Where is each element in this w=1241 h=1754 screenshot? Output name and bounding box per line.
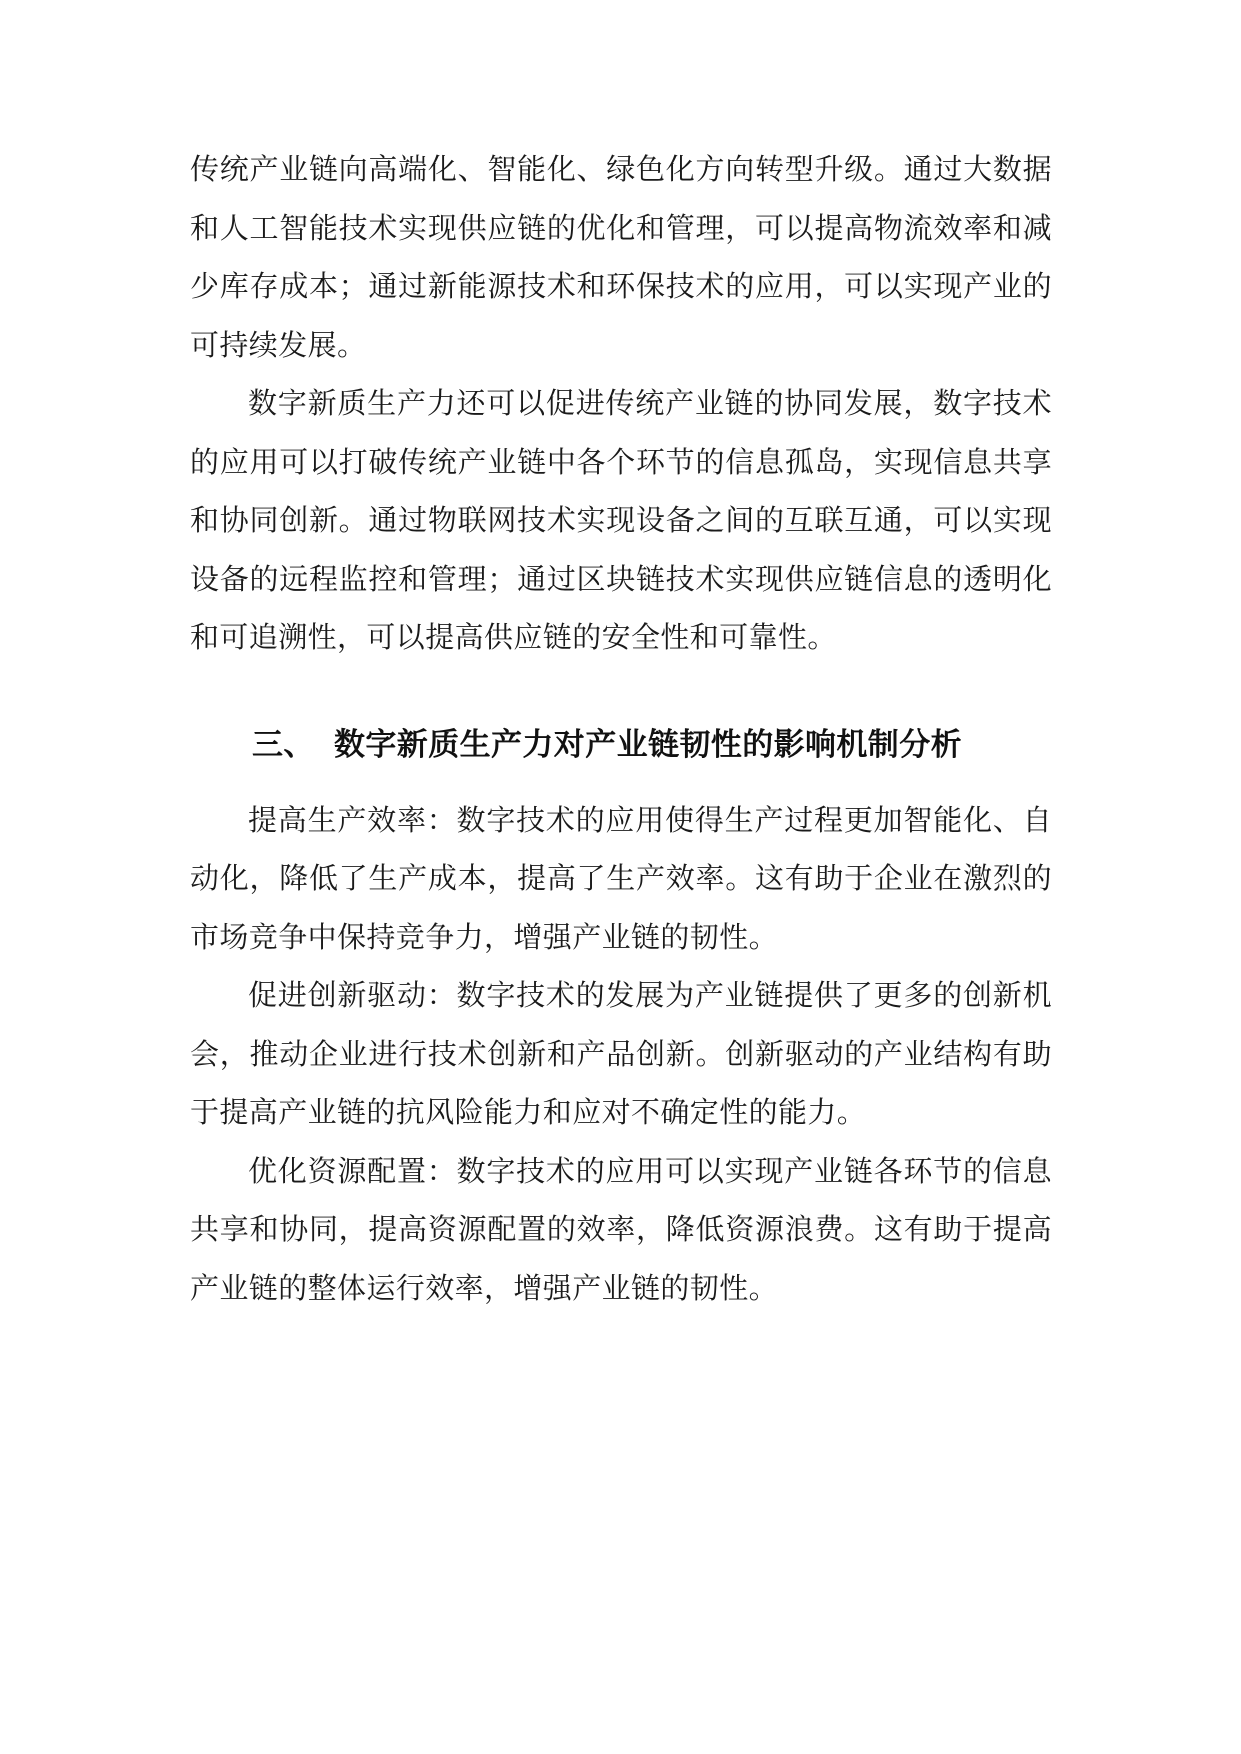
paragraph-innovation-driven: 促进创新驱动：数字技术的发展为产业链提供了更多的创新机会，推动企业进行技术创新和产品创新。创新驱动的产业结构有助于提高产业链的抗风险能力和应对不确定性的能力。 bbox=[190, 978, 1052, 1129]
paragraph-collaborative-development: 数字新质生产力还可以促进传统产业链的协同发展，数字技术的应用可以打破传统产业链中各个环节的信息孤岛，实现信息共享和协同创新。通过物联网技术实现设备之间的互联互通，可以实现设备的远程监控和管理；通过区块链技术实现供应链信息的透明化和可追溯性，可以提高供应链的安全性和可靠性。 bbox=[190, 386, 1052, 654]
document-body bbox=[190, 140, 1052, 1317]
section-heading bbox=[190, 716, 1052, 774]
section-number: 三、 bbox=[252, 726, 315, 763]
paragraph-continuation: 传统产业链向高端化、智能化、绿色化方向转型升级。通过大数据和人工智能技术实现供应链的优化和管理，可以提高物流效率和减少库存成本；通过新能源技术和环保技术的应用，可以实现产业的可持续发展。 bbox=[190, 152, 1052, 362]
paragraph-resource-allocation: 优化资源配置：数字技术的应用可以实现产业链各环节的信息共享和协同，提高资源配置的效率，降低资源浪费。这有助于提高产业链的整体运行效率，增强产业链的韧性。 bbox=[190, 1153, 1052, 1305]
paragraph-production-efficiency: 提高生产效率：数字技术的应用使得生产过程更加智能化、自动化，降低了生产成本，提高了生产效率。这有助于企业在激烈的市场竞争中保持竞争力，增强产业链的韧性。 bbox=[190, 802, 1052, 954]
section-title: 数字新质生产力对产业链韧性的影响机制分析 bbox=[334, 726, 962, 763]
